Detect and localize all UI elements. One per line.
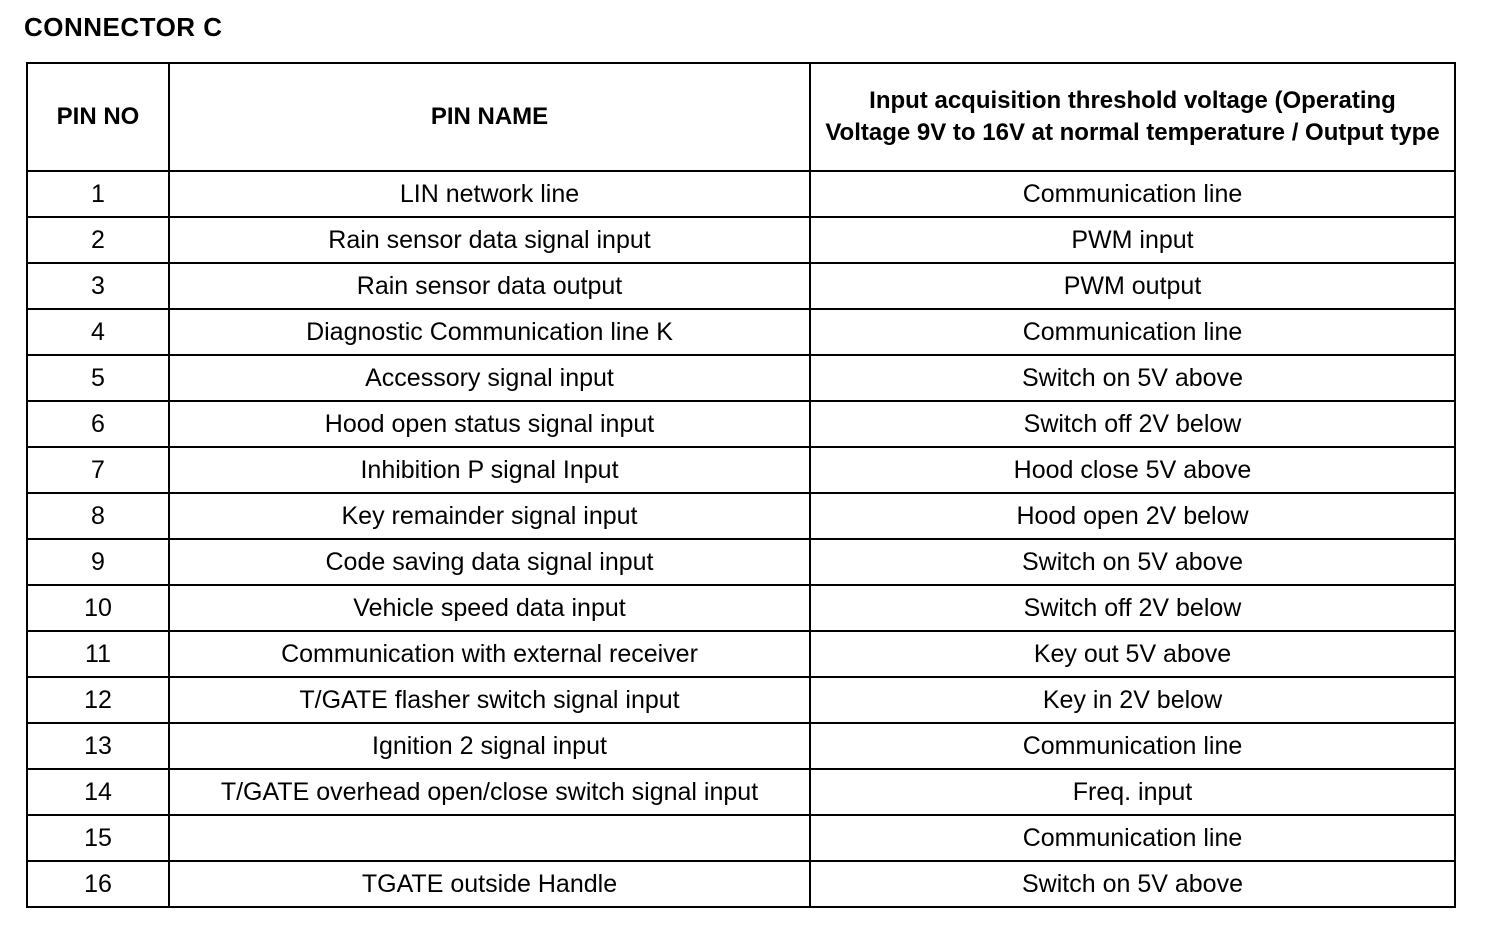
output-type-cell: Communication line <box>810 723 1455 769</box>
output-type-cell: Switch on 5V above <box>810 355 1455 401</box>
pin-number-cell: 5 <box>27 355 169 401</box>
pin-number-cell: 3 <box>27 263 169 309</box>
output-type-cell: PWM output <box>810 263 1455 309</box>
pin-name-cell: Ignition 2 signal input <box>169 723 810 769</box>
table-row <box>27 217 1455 263</box>
pin-number-cell: 8 <box>27 493 169 539</box>
pin-number-cell: 16 <box>27 861 169 907</box>
output-type-cell: Hood close 5V above <box>810 447 1455 493</box>
pin-number-cell: 11 <box>27 631 169 677</box>
pin-table <box>26 62 1456 908</box>
pin-name-cell: Code saving data signal input <box>169 539 810 585</box>
output-type-cell: Hood open 2V below <box>810 493 1455 539</box>
table-row <box>27 447 1455 493</box>
header-output-type: Input acquisition threshold voltage (Operating Voltage 9V to 16V at normal temperature / Output type <box>810 63 1455 171</box>
pin-name-cell: T/GATE overhead open/close switch signal input <box>169 769 810 815</box>
header-pin-name: PIN NAME <box>169 63 810 171</box>
output-type-cell: Switch on 5V above <box>810 861 1455 907</box>
table-row <box>27 631 1455 677</box>
pin-number-cell: 1 <box>27 171 169 217</box>
table-row <box>27 769 1455 815</box>
pin-number-cell: 12 <box>27 677 169 723</box>
table-row <box>27 263 1455 309</box>
pin-name-cell: LIN network line <box>169 171 810 217</box>
output-type-cell: Freq. input <box>810 769 1455 815</box>
table-row <box>27 585 1455 631</box>
pin-name-cell: Inhibition P signal Input <box>169 447 810 493</box>
output-type-cell: Communication line <box>810 815 1455 861</box>
table-row <box>27 861 1455 907</box>
pin-name-cell: TGATE outside Handle <box>169 861 810 907</box>
pin-number-cell: 6 <box>27 401 169 447</box>
pin-name-cell: T/GATE flasher switch signal input <box>169 677 810 723</box>
pin-name-cell: Diagnostic Communication line K <box>169 309 810 355</box>
pin-name-cell: Key remainder signal input <box>169 493 810 539</box>
pin-name-cell: Rain sensor data signal input <box>169 217 810 263</box>
pin-number-cell: 2 <box>27 217 169 263</box>
pin-number-cell: 15 <box>27 815 169 861</box>
output-type-cell: Switch on 5V above <box>810 539 1455 585</box>
pin-name-cell <box>169 815 810 861</box>
table-row <box>27 355 1455 401</box>
table-row <box>27 539 1455 585</box>
output-type-cell: Communication line <box>810 171 1455 217</box>
pin-number-cell: 13 <box>27 723 169 769</box>
table-row <box>27 815 1455 861</box>
table-row <box>27 171 1455 217</box>
table-row <box>27 723 1455 769</box>
header-pin-no: PIN NO <box>27 63 169 171</box>
output-type-cell: Switch off 2V below <box>810 401 1455 447</box>
output-type-cell: Communication line <box>810 309 1455 355</box>
table-row <box>27 309 1455 355</box>
table-row <box>27 401 1455 447</box>
table-body <box>27 171 1455 907</box>
table-row <box>27 677 1455 723</box>
pin-number-cell: 7 <box>27 447 169 493</box>
output-type-cell: Key in 2V below <box>810 677 1455 723</box>
pin-name-cell: Rain sensor data output <box>169 263 810 309</box>
output-type-cell: PWM input <box>810 217 1455 263</box>
output-type-cell: Key out 5V above <box>810 631 1455 677</box>
pin-name-cell: Accessory signal input <box>169 355 810 401</box>
pin-number-cell: 4 <box>27 309 169 355</box>
pin-name-cell: Vehicle speed data input <box>169 585 810 631</box>
pin-number-cell: 9 <box>27 539 169 585</box>
table-row <box>27 493 1455 539</box>
connector-title: CONNECTOR C <box>24 12 223 42</box>
pin-number-cell: 14 <box>27 769 169 815</box>
pin-name-cell: Hood open status signal input <box>169 401 810 447</box>
pin-name-cell: Communication with external receiver <box>169 631 810 677</box>
output-type-cell: Switch off 2V below <box>810 585 1455 631</box>
pin-number-cell: 10 <box>27 585 169 631</box>
table-header-row <box>27 63 1455 171</box>
